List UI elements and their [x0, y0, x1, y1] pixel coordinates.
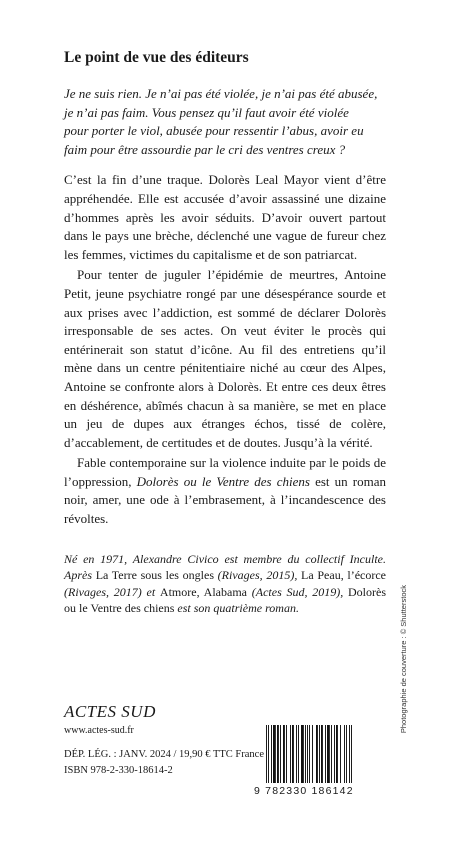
- bio-book-4: Dolorès ou le Ventre des chiens: [64, 584, 387, 616]
- barcode-bar: [346, 725, 347, 783]
- barcode-bars: [264, 725, 376, 783]
- legal-info: [64, 747, 264, 779]
- barcode: [254, 725, 382, 799]
- barcode-bar: [283, 725, 285, 783]
- bio-book-3: Atmore, Alabama: [159, 584, 247, 599]
- bio-part1: Né en 1971, Alexandre Civico est membre du collectif Inculte. Après: [64, 551, 386, 583]
- barcode-bar: [327, 725, 330, 783]
- barcode-bar: [331, 725, 332, 783]
- bio-pub-2: (Rivages, 2017) et: [64, 584, 160, 599]
- barcode-bar: [319, 725, 320, 783]
- barcode-bar: [298, 725, 299, 783]
- synopsis: [64, 171, 386, 528]
- epigraph-line: faim pour être assourdie par le cri des ventres creux ?: [64, 141, 346, 157]
- barcode-bar: [344, 725, 345, 783]
- barcode-bar: [309, 725, 310, 783]
- bio-book-1: La Terre sous les ongles: [95, 568, 214, 583]
- photo-credit: Photographie de couverture : © Shutterstock: [399, 585, 408, 734]
- p3-text-after: est un roman noir, amer, une ode à l’embrasement, à l’incandescence des révoltes.: [64, 473, 386, 527]
- bio-book-2: La Peau, l’écorce: [301, 568, 387, 583]
- synopsis-paragraph-2: Pour tenter de juguler l’épidémie de meurtres, Antoine Petit, jeune psychiatre rongé par une désespérance sourde et aux prises avec l’addiction, est sommé de déclarer Dolorès irresponsable de ses actes. On veut éviter le procès qui entérinerait son statut d’icône. Au fil des entretiens qu’il mène dans un centre pénitentiaire niché au cœur des Alpes, Antoine se confronte alors à Dolorès. Et entre ces deux êtres en déshérence, abîmés chacun à sa manière, se met en place un jeu de dupes aux étranges échos, tissé de colère, d’accablement, de certitudes et de doutes. Jusqu’à la vérité.: [64, 267, 386, 450]
- author-bio: [64, 551, 386, 617]
- barcode-bar: [336, 725, 338, 783]
- p3-book-title: Dolorès ou le Ventre des chiens: [136, 473, 310, 489]
- barcode-bar: [271, 725, 272, 783]
- page-title: Le point de vue des éditeurs: [64, 49, 249, 66]
- barcode-bar: [307, 725, 308, 783]
- barcode-bar: [280, 725, 281, 783]
- bio-pub-1: (Rivages, 2015),: [214, 568, 302, 583]
- bio-pub-3: (Actes Sud, 2019),: [247, 584, 349, 599]
- synopsis-paragraph-3: [64, 454, 386, 528]
- epigraph-line: Je ne suis rien. Je n’ai pas été violée, je n’ai pas été abusée,: [64, 86, 378, 101]
- barcode-bar: [296, 725, 297, 783]
- barcode-bar: [312, 725, 313, 783]
- barcode-bar: [301, 725, 304, 783]
- publisher-logo: ACTES SUD: [64, 702, 156, 721]
- barcode-bar: [292, 725, 294, 783]
- barcode-bar: [268, 725, 269, 783]
- barcode-bar: [316, 725, 318, 783]
- barcode-bar: [273, 725, 276, 783]
- epigraph-line: je n’ai pas faim. Vous pensez qu’il faut avoir été violée: [64, 104, 349, 120]
- barcode-bar: [277, 725, 279, 783]
- barcode-bar: [305, 725, 306, 783]
- barcode-bar: [321, 725, 323, 783]
- bio-end: est son quatrième roman.: [174, 601, 299, 616]
- barcode-digits: 9 782330 186142: [254, 785, 354, 797]
- barcode-bar: [340, 725, 341, 783]
- barcode-bar: [334, 725, 335, 783]
- main-text-block: [64, 48, 386, 617]
- legal-deposit-price: DÉP. LÉG. : JANV. 2024 / 19,90 € TTC France: [64, 749, 264, 760]
- synopsis-paragraph-1: C’est la fin d’une traque. Dolorès Leal Mayor vient d’être appréhendée. Elle est accusée d’avoir assassiné une dizaine d’hommes après les avoir séduits. D’avoir ouvert partout dans le pays une brèche, déclenché une vague de fureur chez les femmes, victimes du capitalisme et de son patriarcat.: [64, 172, 386, 262]
- barcode-bar: [325, 725, 326, 783]
- barcode-bar: [351, 725, 352, 783]
- barcode-bar: [286, 725, 287, 783]
- barcode-bar: [266, 725, 267, 783]
- epigraph-line: pour porter le viol, abusée pour ressentir l’abus, avoir eu: [64, 123, 364, 139]
- barcode-bar: [349, 725, 350, 783]
- publisher-url: www.actes-sud.fr: [64, 725, 134, 736]
- barcode-bar: [290, 725, 291, 783]
- p3-text-before: Fable contemporaine sur la violence induite par le poids de l’oppression,: [64, 455, 386, 489]
- epigraph: [64, 85, 386, 159]
- isbn: ISBN 978-2-330-18614-2: [64, 765, 173, 776]
